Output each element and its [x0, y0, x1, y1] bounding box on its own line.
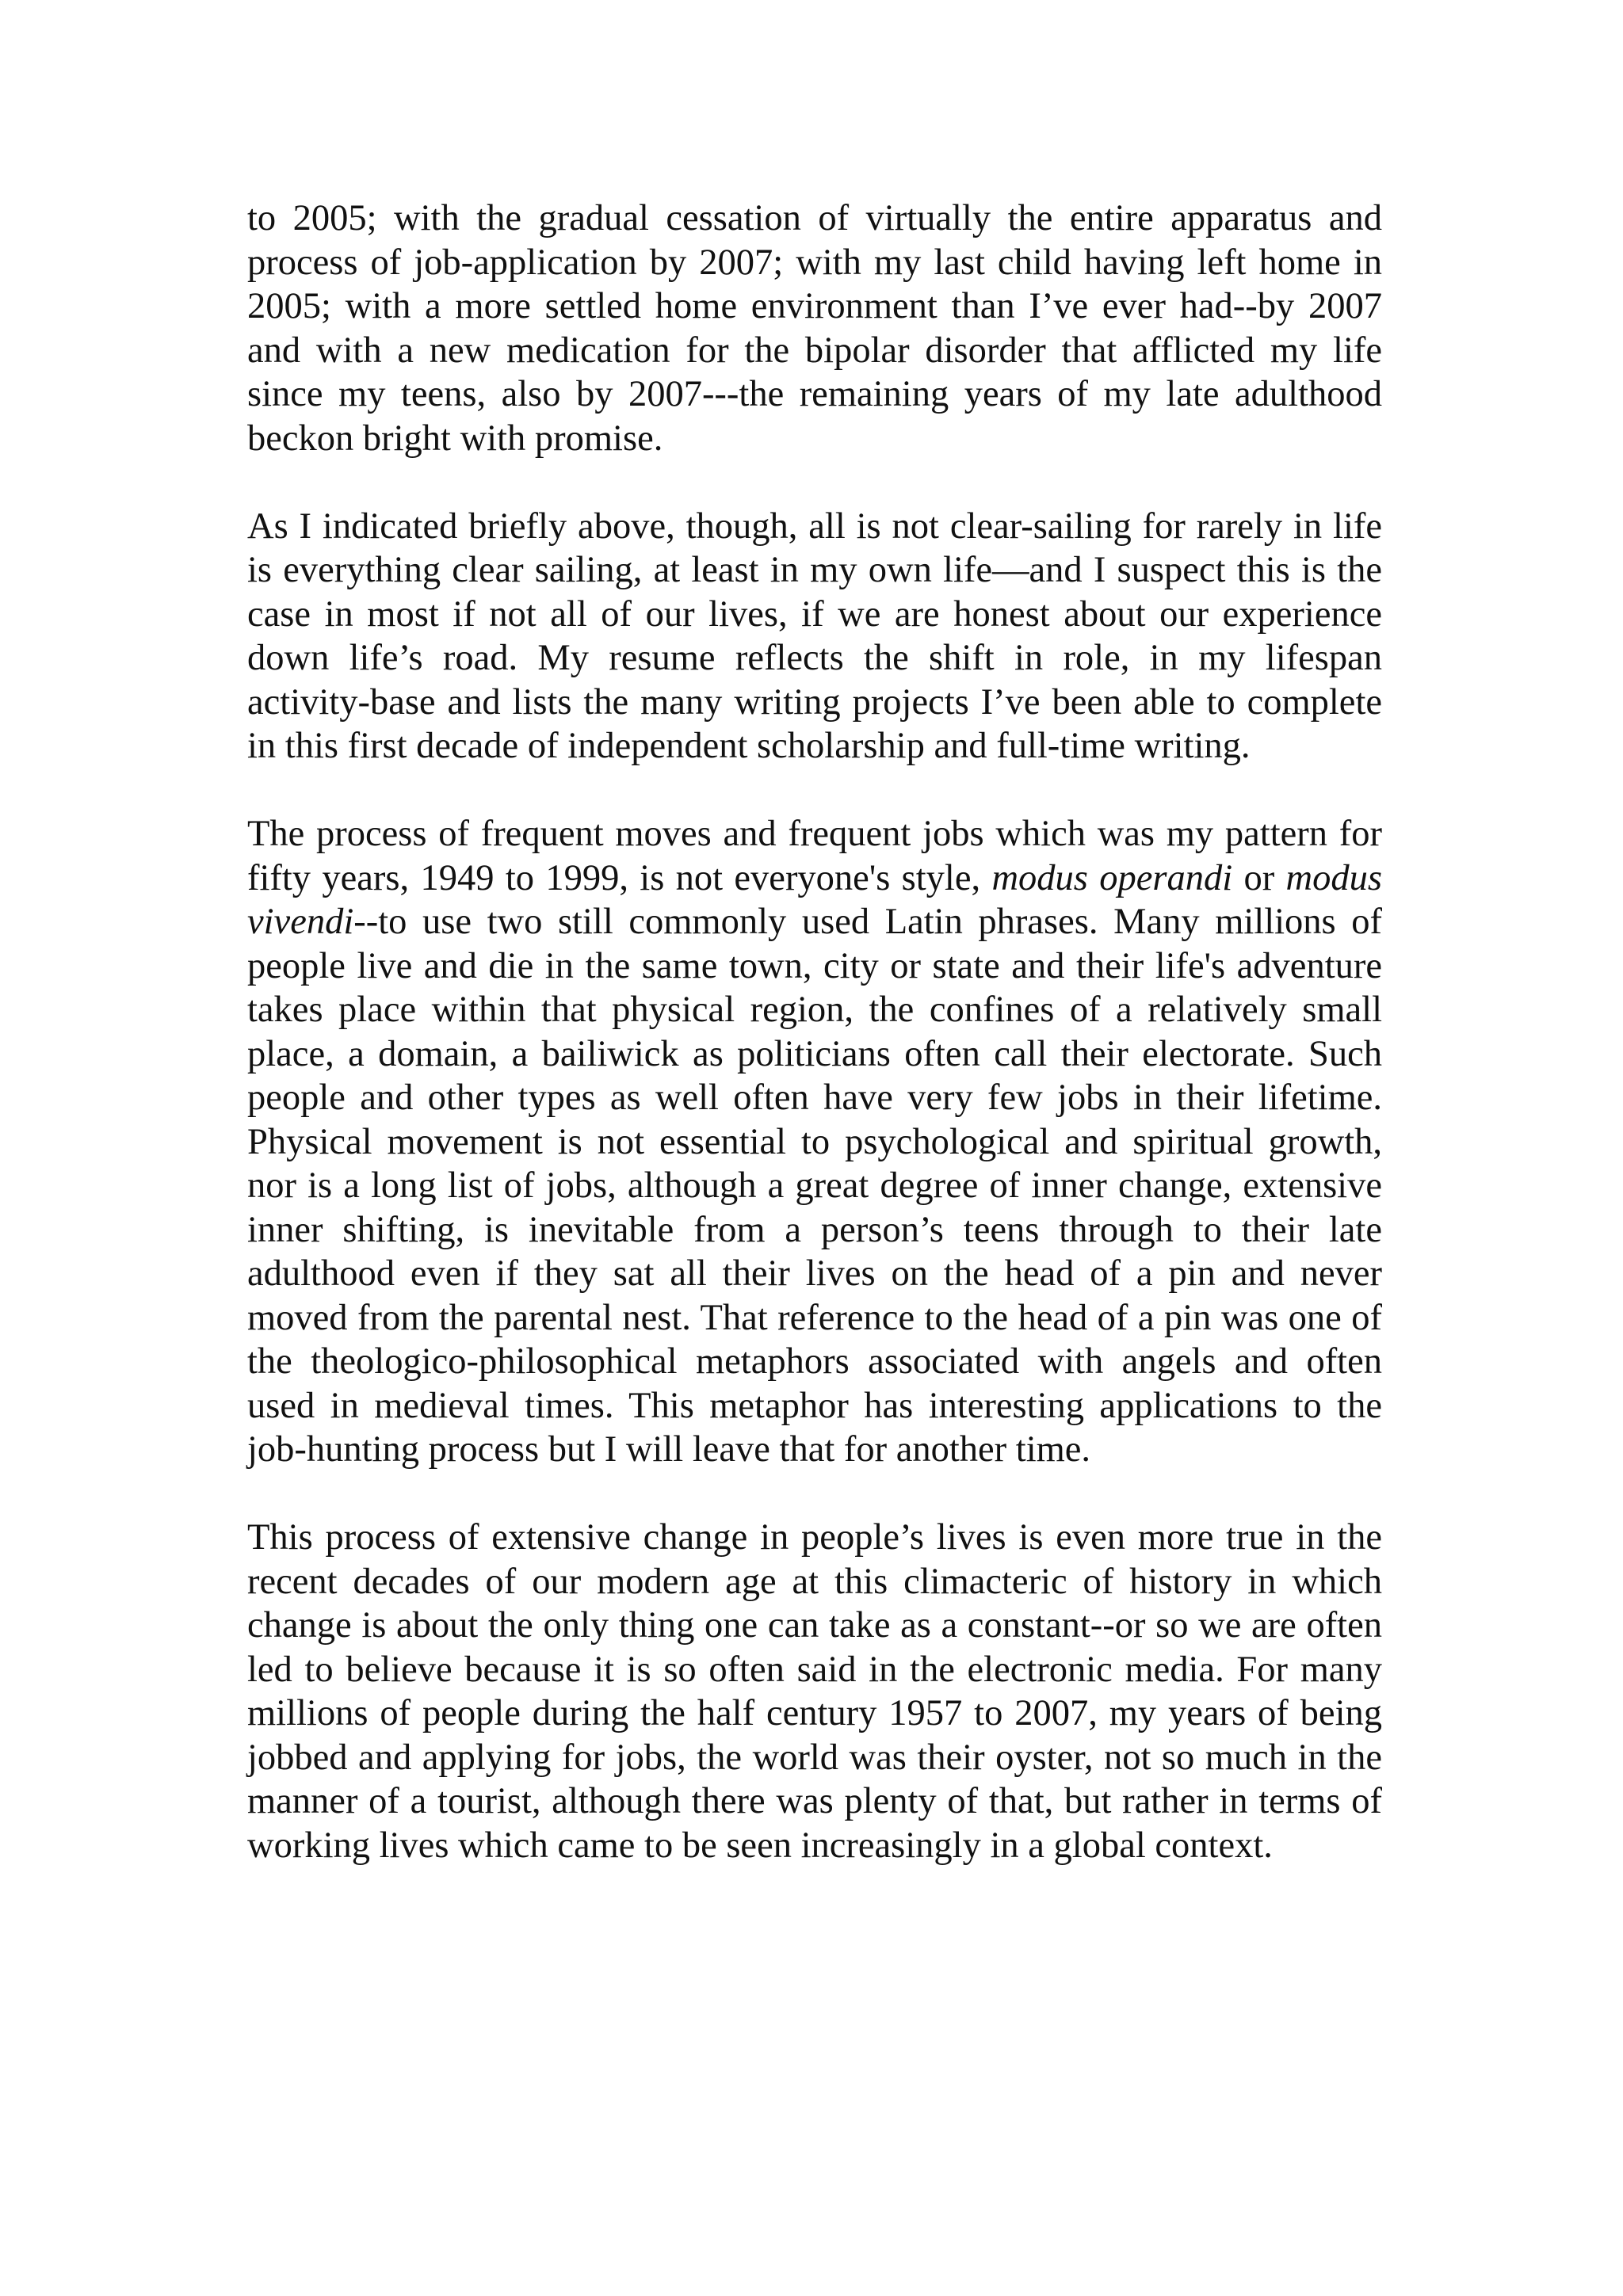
paragraph-1-text: to 2005; with the gradual cessation of virtually the entire apparatus and process of job-application by 2007; with my last child having left home in 2005; with a more settled home environment than I’ve ever had--by 2007 and with a new medication for the bipolar disorder that afflicted my life since my teens, also by 2007---the remaining years of my late adulthood beckon bright with promise. [247, 198, 1382, 459]
paragraph-4-text: This process of extensive change in people’s lives is even more true in the recent decades of our modern age at this climacteric of history in which change is about the only thing one can take as a constant--or so we are often led to believe because it is so often said in the electronic media. For many millions of people during the half century 1957 to 2007, my years of being jobbed and applying for jobs, the world was their oyster, not so much in the manner of a tourist, although there was plenty of that, but rather in terms of working lives which came to be seen increasingly in a global context. [247, 1517, 1382, 1866]
paragraph-2-text: As I indicated briefly above, though, all is not clear-sailing for rarely in life is everything clear sailing, at least in my own life—and I suspect this is the case in most if not all of our lives, if we are honest about our experience down life’s road. My resume reflects the shift in role, in my lifespan activity-base and lists the many writing projects I’ve been able to complete in this first decade of independent scholarship and full-time writing. [247, 505, 1382, 766]
latin-phrase-modus-operandi: modus operandi [991, 857, 1233, 898]
paragraph-3 [247, 812, 1382, 1472]
paragraph-3-text-c: --to use two still commonly used Latin phrases. Many millions of people live and die in the same town, city or state and their life's adventure takes place within that physical region, the confines of a relatively small place, a domain, a bailiwick as politicians often call their electorate. Such people and other types as well often have very few jobs in their lifetime. Physical movement is not essential to psychological and spiritual growth, nor is a long list of jobs, although a great degree of inner change, extensive inner shifting, is inevitable from a person’s teens through to their late adulthood even if they sat all their lives on the head of a pin and never moved from the parental nest. That reference to the head of a pin was one of the theologico-philosophical metaphors associated with angels and often used in medieval times. This metaphor has interesting applications to the job-hunting process but I will leave that for another time. [247, 902, 1382, 1470]
document-page [247, 196, 1382, 1867]
paragraph-4 [247, 1516, 1382, 1867]
latin-phrase-modus-vivendi: modus vivendi [247, 857, 1382, 942]
paragraph-3-text-b: or [1232, 857, 1286, 898]
paragraph-1 [247, 196, 1382, 460]
paragraph-2 [247, 505, 1382, 769]
paragraph-3-text-a: The process of frequent moves and frequent jobs which was my pattern for fifty years, 1949 to 1999, is not everyone's style, [247, 814, 1382, 898]
